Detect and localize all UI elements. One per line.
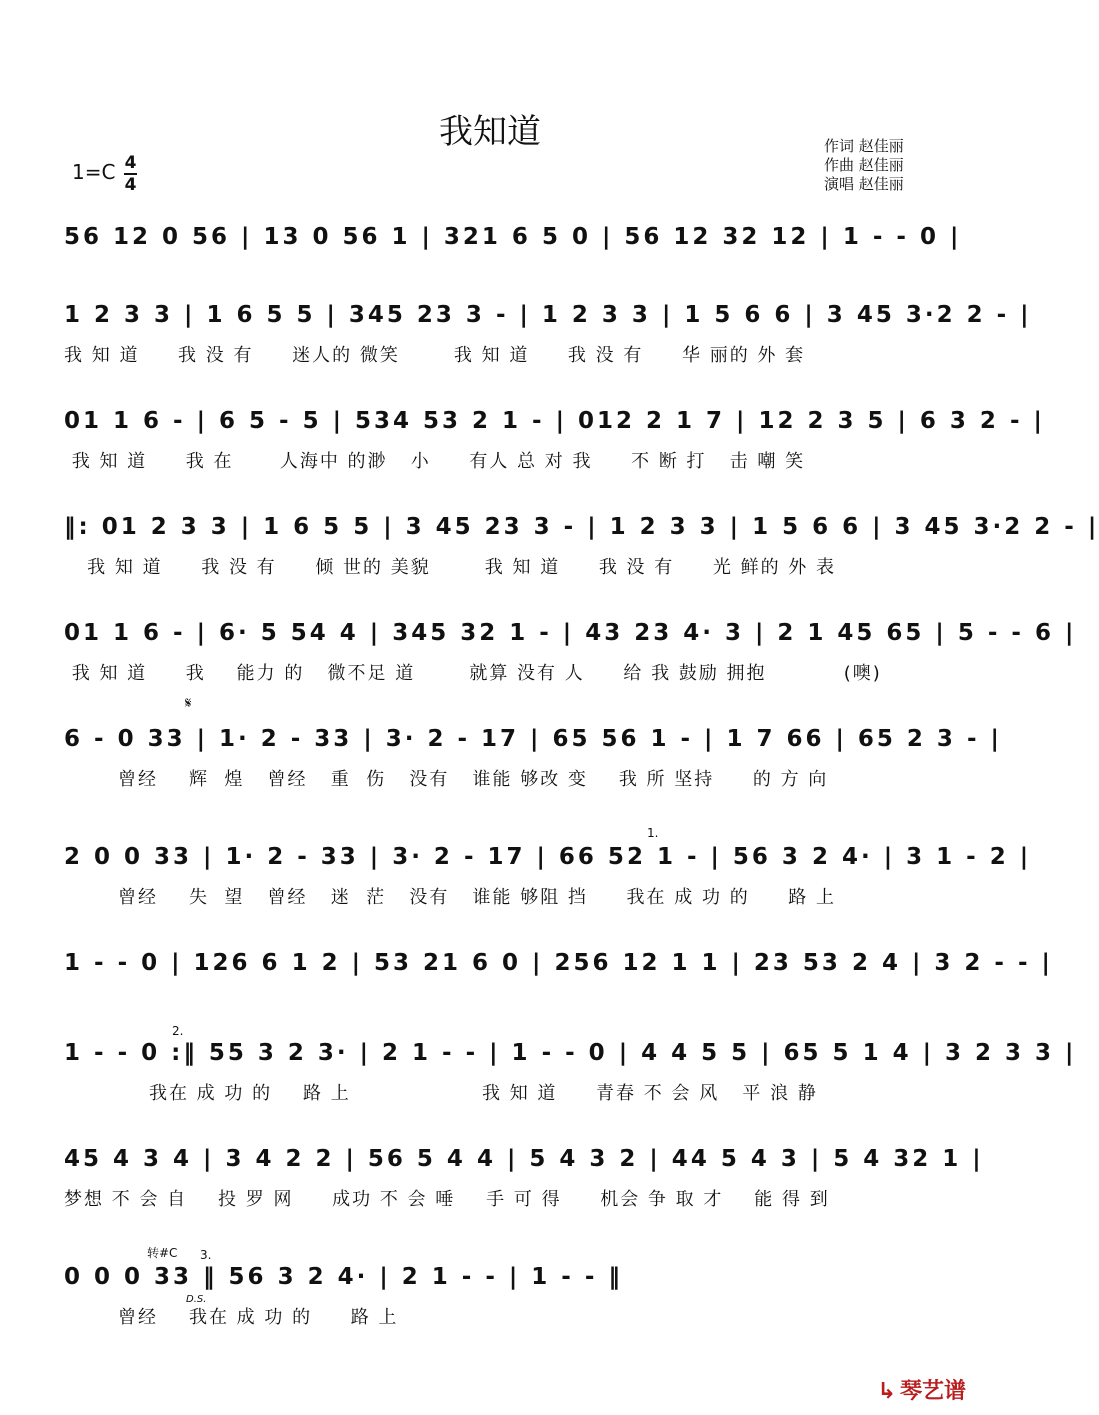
notation-line: 2 0 0 33 | 1· 2 - 33 | 3· 2 - 17 | 66 52 1 - | 56 3 2 4· | 3 1 - 2 |: [64, 844, 1032, 870]
notation-line: ‖: 01 2 3 3 | 1 6 5 5 | 3 45 23 3 - | 1 2 3 3 | 1 5 6 6 | 3 45 3·2 2 - |: [64, 514, 1099, 540]
key-signature: 1=C: [72, 160, 116, 184]
notation-line: 6 - 0 33 | 1· 2 - 33 | 3· 2 - 17 | 65 56 1 - | 1 7 66 | 65 2 3 - |: [64, 726, 1002, 752]
lyrics-line: 我 知 道 我 能力 的 微不足 道 就算 没有 人 给 我 鼓励 拥抱 (噢): [64, 663, 882, 684]
lyrics-line: 曾经 我在 成 功 的 路 上: [64, 1307, 399, 1328]
volta-2-label: 2.: [172, 1024, 184, 1038]
lyrics-line: 我 知 道 我 没 有 倾 世的 美貌 我 知 道 我 没 有 光 鲜的 外 表: [64, 557, 837, 578]
logo-text: 琴艺谱: [899, 1379, 966, 1404]
credits: [824, 137, 904, 194]
notation-line: 45 4 3 4 | 3 4 2 2 | 56 5 4 4 | 5 4 3 2 | 44 5 4 3 | 5 4 32 1 |: [64, 1146, 984, 1172]
lyricist: 作词 赵佳丽: [824, 137, 904, 155]
lyrics-line: 我 知 道 我 在 人海中 的渺 小 有人 总 对 我 不 断 打 击 嘲 笑: [64, 451, 806, 472]
site-logo: [878, 1374, 966, 1405]
notation-line: 01 1 6 - | 6· 5 54 4 | 345 32 1 - | 43 23 4· 3 | 2 1 45 65 | 5 - - 6 |: [64, 620, 1077, 646]
volta-1-label: 1.: [647, 826, 659, 840]
lyrics-line: 我在 成 功 的 路 上 我 知 道 青春 不 会 风 平 浪 静: [64, 1083, 818, 1104]
volta-3-label: 3.: [200, 1248, 212, 1262]
ds-label: D.S.: [186, 1294, 207, 1305]
notation-line: 1 - - 0 :‖ 55 3 2 3· | 2 1 - - | 1 - - 0 | 4 4 5 5 | 65 5 1 4 | 3 2 3 3 |: [64, 1040, 1077, 1066]
notation-line: 1 - - 0 | 126 6 1 2 | 53 21 6 0 | 256 12 1 1 | 23 53 2 4 | 3 2 - - |: [64, 950, 1053, 976]
lyrics-line: 曾经 失 望 曾经 迷 茫 没有 谁能 够阻 挡 我在 成 功 的 路 上: [64, 887, 837, 908]
notation-line: 56 12 0 56 | 13 0 56 1 | 321 6 5 0 | 56 12 32 12 | 1 - - 0 |: [64, 224, 962, 250]
time-signature-top: 4: [124, 153, 137, 173]
notation-line: 0 0 0 33 ‖ 56 3 2 4· | 2 1 - - | 1 - - ‖: [64, 1264, 623, 1290]
composer: 作曲 赵佳丽: [824, 156, 904, 174]
singer: 演唱 赵佳丽: [824, 175, 904, 193]
modulation-label: 转#C: [147, 1246, 178, 1260]
time-signature: [124, 154, 137, 194]
segno-mark: 𝄋: [185, 694, 192, 712]
lyrics-line: 曾经 辉 煌 曾经 重 伤 没有 谁能 够改 变 我 所 坚持 的 方 向: [64, 769, 829, 790]
lyrics-line: 梦想 不 会 自 投 罗 网 成功 不 会 唾 手 可 得 机会 争 取 才 能 得 到: [64, 1189, 830, 1210]
lyrics-line: 我 知 道 我 没 有 迷人的 微笑 我 知 道 我 没 有 华 丽的 外 套: [64, 345, 806, 366]
logo-icon: ↳: [877, 1379, 896, 1404]
song-title: 我知道: [439, 112, 541, 152]
notation-line: 1 2 3 3 | 1 6 5 5 | 345 23 3 - | 1 2 3 3 | 1 5 6 6 | 3 45 3·2 2 - |: [64, 302, 1032, 328]
time-signature-bottom: 4: [124, 175, 137, 195]
notation-line: 01 1 6 - | 6 5 - 5 | 534 53 2 1 - | 012 2 1 7 | 12 2 3 5 | 6 3 2 - |: [64, 408, 1045, 434]
